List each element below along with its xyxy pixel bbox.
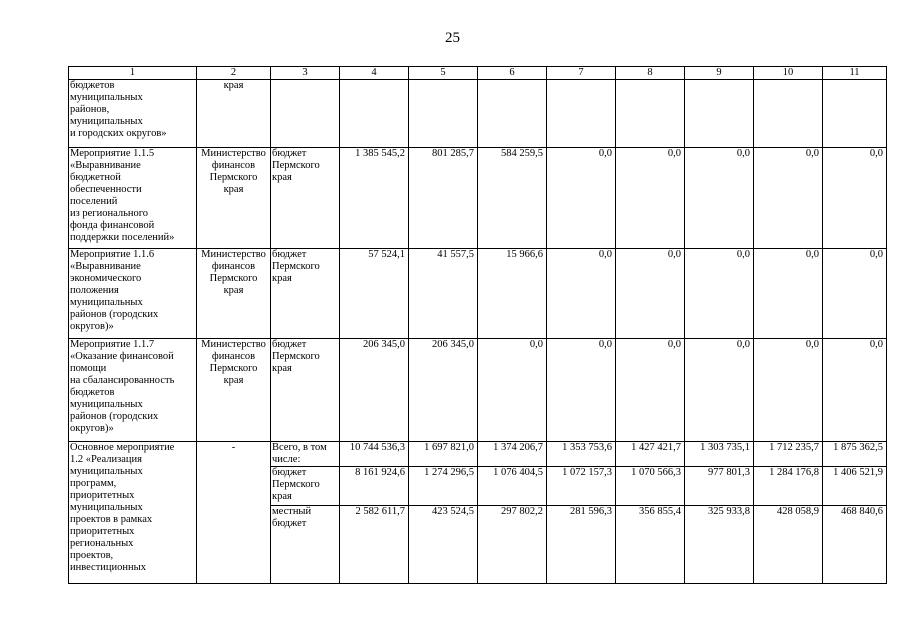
value-cell: 0,0: [823, 148, 887, 249]
value-cell: [478, 80, 547, 148]
measure-name: Мероприятие 1.1.7 «Оказание финансовой помощи на сбалансированность бюджетов муниципальных районов (городских округов)»: [69, 339, 197, 442]
value-cell: 0,0: [685, 249, 754, 339]
funding-source: местный бюджет: [271, 506, 340, 584]
value-cell: 0,0: [616, 339, 685, 442]
value-cell: 57 524,1: [340, 249, 409, 339]
value-cell: 1 875 362,5: [823, 442, 887, 467]
table-row: [69, 80, 887, 148]
value-cell: 1 070 566,3: [616, 467, 685, 506]
table-row: [69, 249, 887, 339]
value-cell: 0,0: [685, 148, 754, 249]
value-cell: 0,0: [616, 249, 685, 339]
value-cell: 325 933,8: [685, 506, 754, 584]
value-cell: 8 161 924,6: [340, 467, 409, 506]
value-cell: 584 259,5: [478, 148, 547, 249]
funding-source: бюджет Пермского края: [271, 148, 340, 249]
value-cell: 10 744 536,3: [340, 442, 409, 467]
funding-source: бюджет Пермского края: [271, 249, 340, 339]
value-cell: 1 274 296,5: [409, 467, 478, 506]
column-header: 10: [754, 67, 823, 80]
value-cell: 423 524,5: [409, 506, 478, 584]
value-cell: 206 345,0: [340, 339, 409, 442]
column-header: 8: [616, 67, 685, 80]
value-cell: 1 697 821,0: [409, 442, 478, 467]
value-cell: 1 076 404,5: [478, 467, 547, 506]
column-header: 2: [197, 67, 271, 80]
value-cell: [754, 80, 823, 148]
page-number: 25: [445, 30, 460, 46]
budget-table: [68, 66, 887, 584]
column-numbers-row: [69, 67, 887, 80]
value-cell: [685, 80, 754, 148]
table-row: [69, 442, 887, 467]
value-cell: 1 303 735,1: [685, 442, 754, 467]
value-cell: 1 712 235,7: [754, 442, 823, 467]
table-row: [69, 339, 887, 442]
value-cell: 0,0: [547, 249, 616, 339]
executor: Министерство финансов Пермского края: [197, 249, 271, 339]
value-cell: 0,0: [478, 339, 547, 442]
column-header: 3: [271, 67, 340, 80]
value-cell: 1 284 176,8: [754, 467, 823, 506]
measure-name: бюджетов муниципальных районов, муниципальных и городских округов»: [69, 80, 197, 148]
value-cell: 0,0: [685, 339, 754, 442]
value-cell: 0,0: [754, 148, 823, 249]
value-cell: [340, 80, 409, 148]
measure-name: Основное мероприятие 1.2 «Реализация муниципальных программ, приоритетных муниципальных проектов в рамках приоритетных региональных проектов, инвестиционных: [69, 442, 197, 584]
value-cell: 15 966,6: [478, 249, 547, 339]
funding-source: бюджет Пермского края: [271, 467, 340, 506]
executor: края: [197, 80, 271, 148]
column-header: 9: [685, 67, 754, 80]
value-cell: 1 072 157,3: [547, 467, 616, 506]
value-cell: 1 385 545,2: [340, 148, 409, 249]
value-cell: 0,0: [547, 339, 616, 442]
value-cell: 281 596,3: [547, 506, 616, 584]
value-cell: 0,0: [547, 148, 616, 249]
value-cell: 2 582 611,7: [340, 506, 409, 584]
value-cell: 0,0: [616, 148, 685, 249]
column-header: 6: [478, 67, 547, 80]
value-cell: [616, 80, 685, 148]
table-row: [69, 148, 887, 249]
value-cell: 0,0: [754, 339, 823, 442]
executor: -: [197, 442, 271, 584]
funding-source: [271, 80, 340, 148]
value-cell: [823, 80, 887, 148]
executor: Министерство финансов Пермского края: [197, 148, 271, 249]
value-cell: 0,0: [754, 249, 823, 339]
value-cell: 1 406 521,9: [823, 467, 887, 506]
measure-name: Мероприятие 1.1.6 «Выравнивание экономического положения муниципальных районов (городских округов)»: [69, 249, 197, 339]
value-cell: [547, 80, 616, 148]
value-cell: [409, 80, 478, 148]
value-cell: 468 840,6: [823, 506, 887, 584]
value-cell: 206 345,0: [409, 339, 478, 442]
value-cell: 297 802,2: [478, 506, 547, 584]
value-cell: 428 058,9: [754, 506, 823, 584]
column-header: 7: [547, 67, 616, 80]
column-header: 11: [823, 67, 887, 80]
value-cell: 801 285,7: [409, 148, 478, 249]
column-header: 5: [409, 67, 478, 80]
value-cell: 0,0: [823, 339, 887, 442]
value-cell: 356 855,4: [616, 506, 685, 584]
value-cell: 1 353 753,6: [547, 442, 616, 467]
column-header: 4: [340, 67, 409, 80]
value-cell: 41 557,5: [409, 249, 478, 339]
value-cell: 0,0: [823, 249, 887, 339]
value-cell: 977 801,3: [685, 467, 754, 506]
funding-source: бюджет Пермского края: [271, 339, 340, 442]
value-cell: 1 427 421,7: [616, 442, 685, 467]
column-header: 1: [69, 67, 197, 80]
funding-source: Всего, в том числе:: [271, 442, 340, 467]
executor: Министерство финансов Пермского края: [197, 339, 271, 442]
value-cell: 1 374 206,7: [478, 442, 547, 467]
measure-name: Мероприятие 1.1.5 «Выравнивание бюджетной обеспеченности поселений из регионального фонда финансовой поддержки поселений»: [69, 148, 197, 249]
